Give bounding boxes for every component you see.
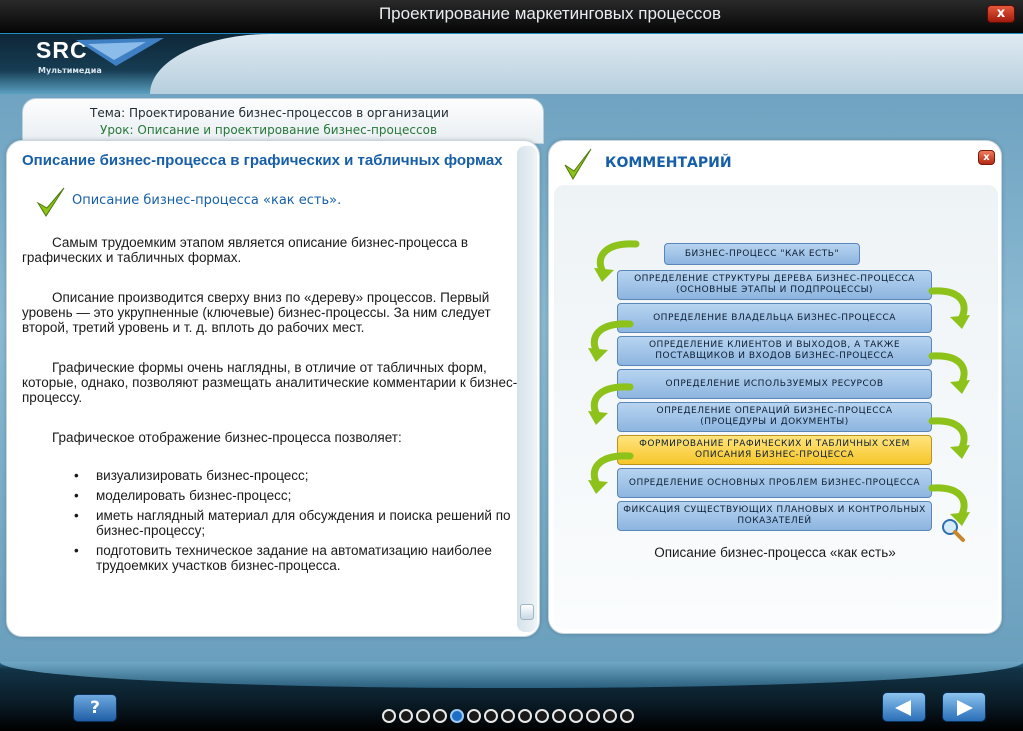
paragraph-4: Графическое отображение бизнес-процесса позволяет: bbox=[52, 430, 402, 445]
page-dot[interactable] bbox=[433, 709, 447, 723]
list-item: • иметь наглядный материал для обсуждения и поиска решений по бизнес-процессу; bbox=[74, 508, 514, 538]
curved-arrow-left-icon bbox=[584, 381, 634, 425]
list-item: • моделировать бизнес-процесс; bbox=[74, 488, 514, 503]
scrollbar-thumb[interactable] bbox=[520, 604, 534, 620]
page-dot[interactable] bbox=[484, 709, 498, 723]
paragraph-1: Самым трудоемким этапом является описание бизнес-процесса в графических и табличных формах. bbox=[22, 235, 469, 265]
close-window-button[interactable]: x bbox=[987, 5, 1015, 23]
page-dot[interactable] bbox=[603, 709, 617, 723]
flow-step-8: ФИКСАЦИЯ СУЩЕСТВУЮЩИХ ПЛАНОВЫХ И КОНТРОЛЬНЫХ ПОКАЗАТЕЛЕЙ bbox=[617, 501, 932, 531]
lesson-label: Урок: Описание и проектирование бизнес-процессов bbox=[100, 123, 438, 137]
page-indicator bbox=[382, 709, 637, 723]
magnifier-zoom-icon[interactable] bbox=[940, 517, 966, 543]
page-dot[interactable] bbox=[399, 709, 413, 723]
flow-step-6-highlighted: ФОРМИРОВАНИЕ ГРАФИЧЕСКИХ И ТАБЛИЧНЫХ СХЕМ ОПИСАНИЯ БИЗНЕС-ПРОЦЕССА bbox=[617, 435, 932, 465]
content-subtitle: Описание бизнес-процесса «как есть». bbox=[72, 193, 342, 208]
src-logo bbox=[28, 36, 168, 84]
header-wave-decoration bbox=[150, 34, 1023, 94]
curved-arrow-left-icon bbox=[590, 238, 640, 282]
content-title: Описание бизнес-процесса в графических и табличных формах bbox=[22, 152, 503, 169]
curved-arrow-right-icon bbox=[928, 350, 972, 394]
flow-step-3: ОПРЕДЕЛЕНИЕ КЛИЕНТОВ И ВЫХОДОВ, А ТАКЖЕ ПОСТАВЩИКОВ И ВХОДОВ БИЗНЕС-ПРОЦЕССА bbox=[617, 336, 932, 366]
close-comment-button[interactable]: x bbox=[978, 150, 995, 165]
title-bar bbox=[0, 0, 1023, 34]
list-item: • подготовить техническое задание на автоматизацию наиболее трудоемких участков бизнес-процесса. bbox=[74, 543, 514, 573]
flow-step-2: ОПРЕДЕЛЕНИЕ ВЛАДЕЛЬЦА БИЗНЕС-ПРОЦЕССА bbox=[617, 303, 932, 333]
arrow-right-icon bbox=[957, 700, 973, 716]
flow-top-box: БИЗНЕС-ПРОЦЕСС "КАК ЕСТЬ" bbox=[664, 243, 860, 265]
page-dot[interactable] bbox=[518, 709, 532, 723]
lesson-tab bbox=[22, 98, 544, 144]
page-dot[interactable] bbox=[382, 709, 396, 723]
help-button[interactable]: ? bbox=[73, 694, 117, 722]
previous-page-button[interactable] bbox=[882, 692, 926, 722]
flow-step-7: ОПРЕДЕЛЕНИЕ ОСНОВНЫХ ПРОБЛЕМ БИЗНЕС-ПРОЦЕССА bbox=[617, 468, 932, 498]
page-dot[interactable] bbox=[569, 709, 583, 723]
list-item: • визуализировать бизнес-процесс; bbox=[74, 468, 514, 483]
flow-step-1: ОПРЕДЕЛЕНИЕ СТРУКТУРЫ ДЕРЕВА БИЗНЕС-ПРОЦЕССА (ОСНОВНЫЕ ЭТАПЫ И ПОДПРОЦЕССЫ) bbox=[617, 270, 932, 300]
window-title: Проектирование маркетинговых процессов bbox=[378, 4, 722, 23]
curved-arrow-right-icon bbox=[928, 285, 972, 329]
page-dot[interactable] bbox=[552, 709, 566, 723]
page-dot[interactable] bbox=[620, 709, 634, 723]
curved-arrow-left-icon bbox=[584, 318, 634, 362]
flow-step-5: ОПРЕДЕЛЕНИЕ ОПЕРАЦИЙ БИЗНЕС-ПРОЦЕССА (ПРОЦЕДУРЫ И ДОКУМЕНТЫ) bbox=[617, 402, 932, 432]
curved-arrow-left-icon bbox=[584, 450, 634, 494]
checkmark-icon bbox=[563, 147, 593, 181]
page-dot[interactable] bbox=[416, 709, 430, 723]
page-dot[interactable] bbox=[467, 709, 481, 723]
topic-label: Тема: Проектирование бизнес-процессов в организации bbox=[90, 106, 449, 120]
logo-arrow-icon bbox=[76, 38, 166, 68]
page-dot[interactable] bbox=[501, 709, 515, 723]
paragraph-3: Графические формы очень наглядны, в отличие от табличных форм, которые, однако, позволяют размещать аналитические комментарии к бизнес-процессу. bbox=[22, 360, 518, 405]
flow-step-4: ОПРЕДЕЛЕНИЕ ИСПОЛЬЗУЕМЫХ РЕСУРСОВ bbox=[617, 369, 932, 399]
page-dot[interactable] bbox=[586, 709, 600, 723]
figure-caption: Описание бизнес-процесса «как есть» bbox=[654, 545, 896, 560]
page-dot[interactable] bbox=[535, 709, 549, 723]
page-dot[interactable] bbox=[450, 709, 464, 723]
checkmark-icon bbox=[36, 186, 66, 218]
arrow-left-icon bbox=[895, 700, 911, 716]
logo-subtitle: Мультимедиа bbox=[38, 66, 102, 75]
next-page-button[interactable] bbox=[942, 692, 986, 722]
logo-text: SRC bbox=[36, 37, 88, 63]
benefits-list bbox=[74, 468, 514, 578]
content-scrollbar[interactable] bbox=[517, 146, 537, 632]
paragraph-2: Описание производится сверху вниз по «дереву» процессов. Первый уровень — это укрупненные (ключевые) бизнес-процессы. За ним следует второй, третий уровень и т. д. вплоть до рабочих мест. bbox=[22, 290, 491, 335]
curved-arrow-right-icon bbox=[928, 415, 972, 459]
comment-title: КОММЕНТАРИЙ bbox=[605, 155, 732, 171]
